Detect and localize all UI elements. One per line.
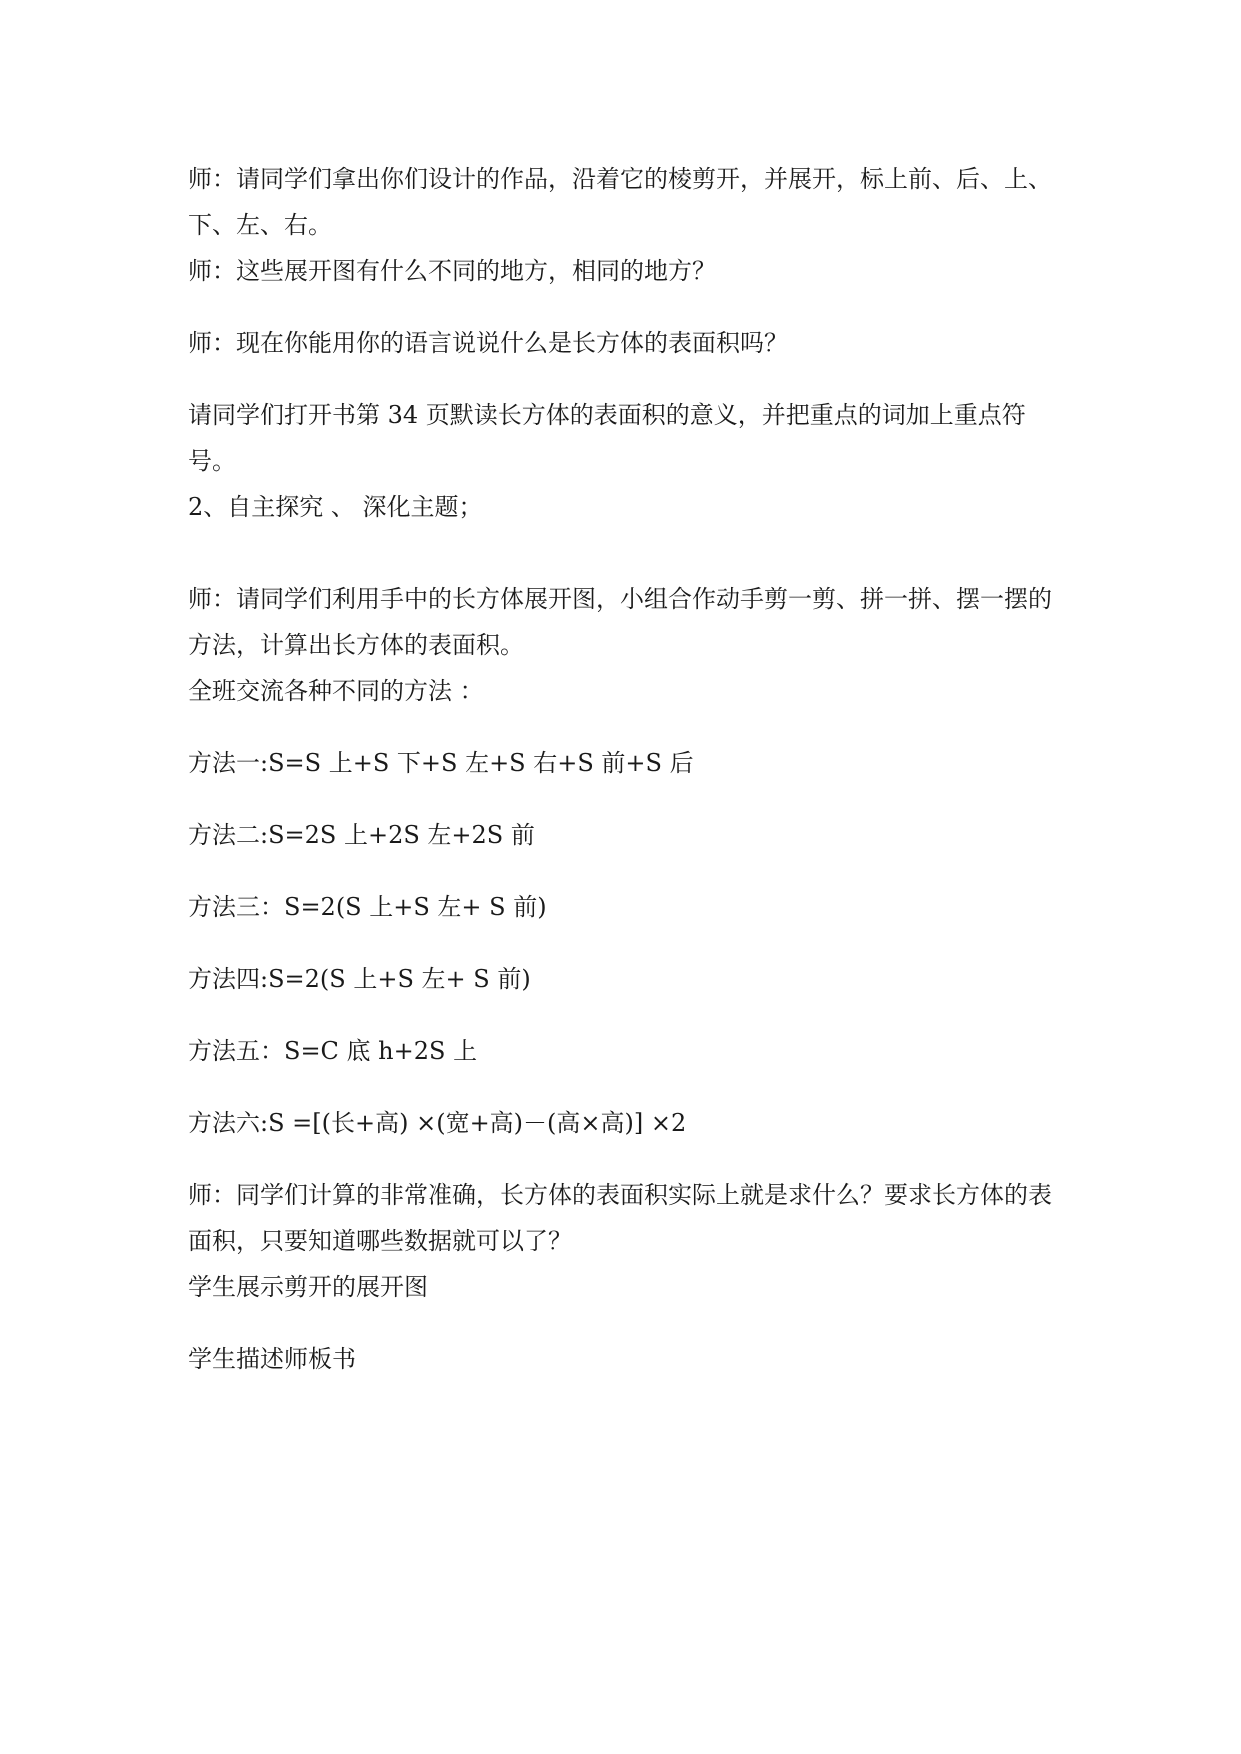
paragraph-class-exchange: 全班交流各种不同的方法 ： <box>188 677 484 705</box>
paragraph-student-describe: 学生描述师板书 <box>188 1345 356 1373</box>
method-three: 方法三：S=2(S 上+S 左+ S 前) <box>188 893 547 921</box>
paragraph-teacher-summary: 师：同学们计算的非常准确，长方体的表面积实际上就是求什么？要求长方体的表面积，只要知道哪些数据就可以了？ <box>188 1181 1052 1255</box>
paragraph-read-textbook: 请同学们打开书第 34 页默读长方体的表面积的意义，并把重点的词加上重点符号。 <box>188 401 1026 475</box>
paragraph-teacher-question-differences: 师：这些展开图有什么不同的地方，相同的地方？ <box>188 257 716 285</box>
method-four: 方法四:S=2(S 上+S 左+ S 前) <box>188 965 531 993</box>
paragraph-teacher-group-activity: 师：请同学们利用手中的长方体展开图，小组合作动手剪一剪、拼一拼、摆一摆的方法，计算出长方体的表面积。 <box>188 585 1052 659</box>
method-five: 方法五：S=C 底 h+2S 上 <box>188 1037 478 1065</box>
paragraph-teacher-instruction-unfold: 师：请同学们拿出你们设计的作品，沿着它的棱剪开，并展开，标上前、后、上、下、左、右。 <box>188 165 1052 239</box>
paragraph-teacher-question-definition: 师：现在你能用你的语言说说什么是长方体的表面积吗？ <box>188 329 788 357</box>
section-heading-explore: 2、自主探究 、 深化主题； <box>188 493 483 521</box>
method-six: 方法六:S =[(长+高) ×(宽+高)－(高×高)] ×2 <box>188 1109 687 1137</box>
method-one: 方法一:S=S 上+S 下+S 左+S 右+S 前+S 后 <box>188 749 694 777</box>
method-two: 方法二:S=2S 上+2S 左+2S 前 <box>188 821 535 849</box>
paragraph-student-show: 学生展示剪开的展开图 <box>188 1273 428 1301</box>
